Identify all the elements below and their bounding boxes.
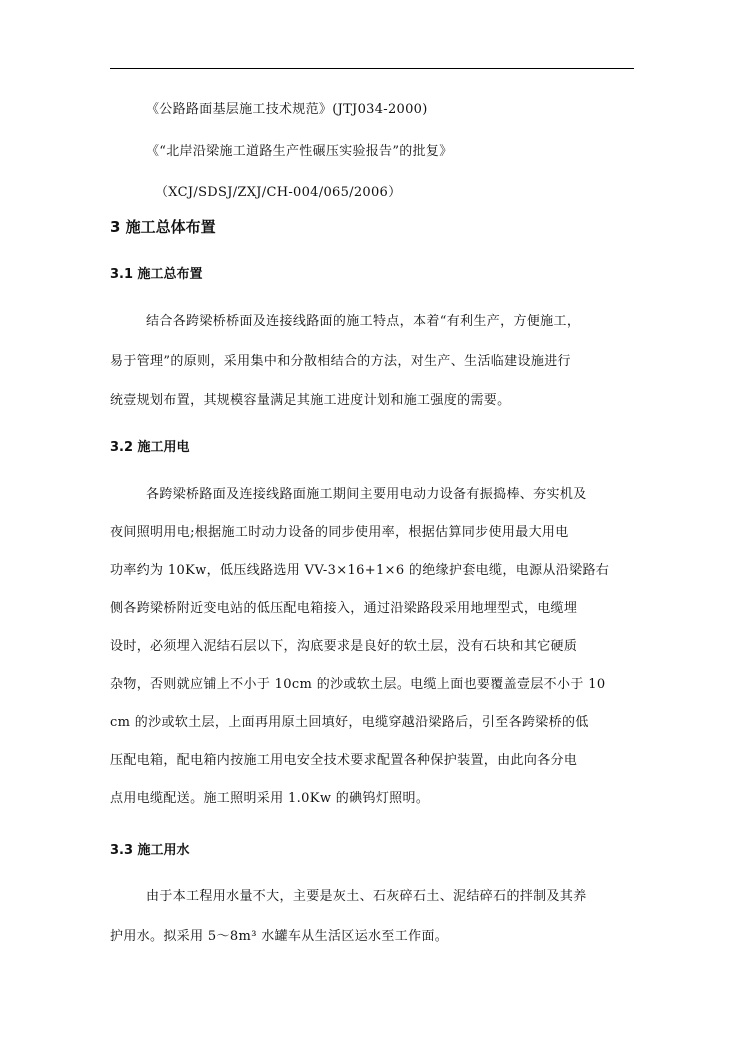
header-rule	[110, 68, 634, 69]
paragraph-line: 杂物，否则就应铺上不小于 10cm 的沙或软土层。电缆上面也要覆盖壹层不小于 10	[110, 677, 606, 692]
paragraph-line: 功率约为 10Kw，低压线路选用 VV-3×16+1×6 的绝缘护套电缆，电源从沿梁路右	[110, 563, 610, 578]
paragraph-line: 夜间照明用电;根据施工时动力设备的同步使用率，根据估算同步使用最大用电	[110, 525, 569, 540]
paragraph-line: 统壹规划布置，其规模容量满足其施工进度计划和施工强度的需要。	[110, 393, 511, 408]
reference-3: （XCJ/SDSJ/ZXJ/CH-004/065/2006）	[155, 185, 402, 200]
paragraph-line: 由于本工程用水量不大，主要是灰土、石灰碎石土、泥结碎石的拌制及其养	[146, 889, 587, 904]
section-3-3-heading: 3.3 施工用水	[110, 843, 190, 858]
section-3-2-heading: 3.2 施工用电	[110, 440, 190, 455]
paragraph-line: 压配电箱，配电箱内按施工用电安全技术要求配置各种保护装置，由此向各分电	[110, 753, 578, 768]
reference-1: 《公路路面基层施工技术规范》(JTJ034-2000)	[146, 102, 428, 117]
paragraph-line: 点用电缆配送。施工照明采用 1.0Kw 的碘钨灯照明。	[110, 791, 430, 806]
paragraph-line: 设时，必须埋入泥结石层以下，沟底要求是良好的软土层，没有石块和其它硬质	[110, 639, 578, 654]
reference-2: 《“北岸沿梁施工道路生产性碾压实验报告”的批复》	[146, 144, 453, 159]
section-3-1-heading: 3.1 施工总布置	[110, 267, 203, 282]
paragraph-line: 侧各跨梁桥附近变电站的低压配电箱接入，通过沿梁路段采用地埋型式，电缆埋	[110, 601, 578, 616]
paragraph-line: 各跨梁桥路面及连接线路面施工期间主要用电动力设备有振捣棒、夯实机及	[146, 487, 587, 502]
paragraph-line: 护用水。拟采用 5～8m³ 水罐车从生活区运水至工作面。	[110, 929, 449, 944]
paragraph-line: 易于管理”的原则，采用集中和分散相结合的方法，对生产、生活临建设施进行	[110, 354, 571, 369]
section-3-heading: 3 施工总体布置	[110, 218, 216, 236]
paragraph-line: 结合各跨梁桥桥面及连接线路面的施工特点，本着“有利生产，方便施工，	[146, 314, 581, 329]
paragraph-line: cm 的沙或软土层，上面再用原土回填好，电缆穿越沿梁路后，引至各跨梁桥的低	[110, 715, 589, 730]
